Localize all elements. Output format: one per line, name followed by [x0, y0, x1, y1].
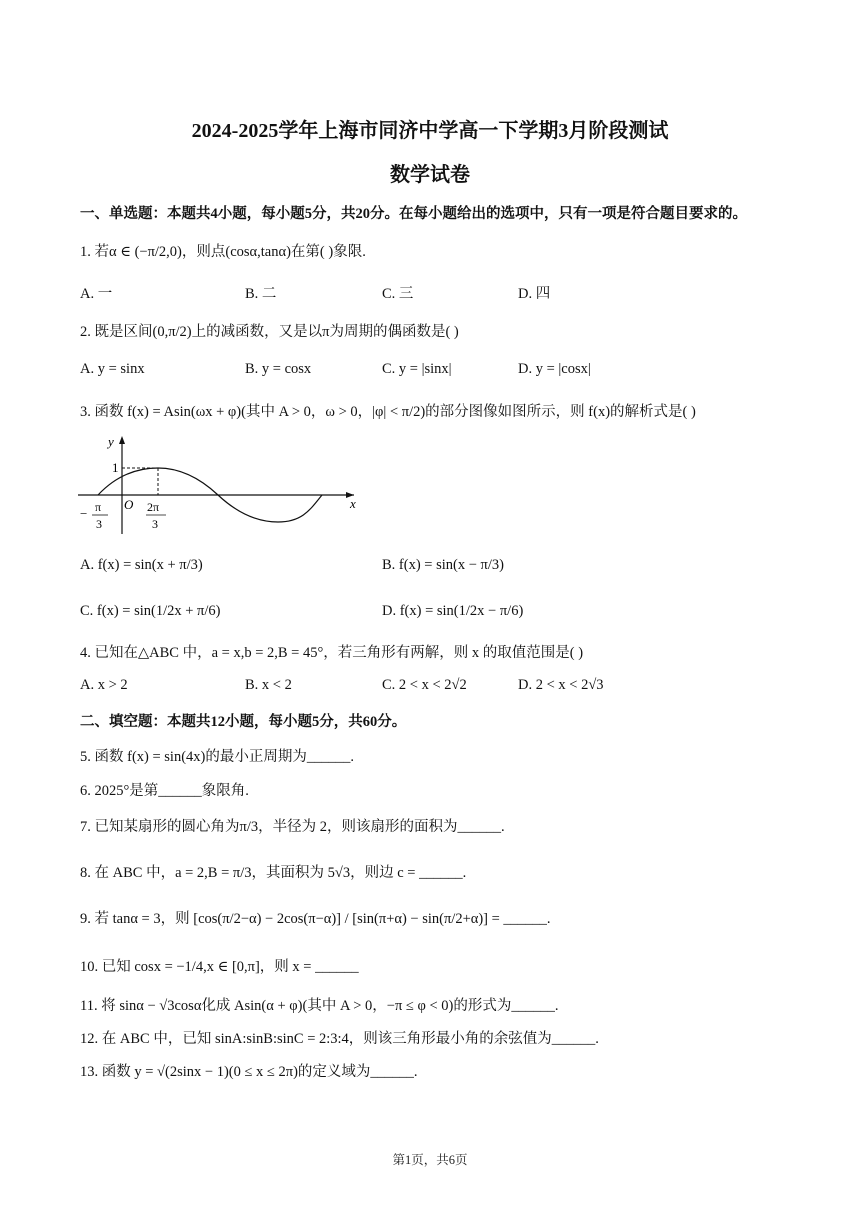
q4-option-a: A. x > 2: [80, 677, 128, 693]
q3-option-c: C. f(x) = sin(1/2x + π/6): [80, 603, 221, 619]
left-tick-num: π: [95, 500, 102, 514]
q2-option-b: B. y = cosx: [245, 361, 312, 377]
q7: 7. 已知某扇形的圆心角为π/3，半径为 2，则该扇形的面积为______.: [80, 819, 505, 835]
q3-option-a: A. f(x) = sin(x + π/3): [80, 557, 203, 573]
q2-option-d: D. y = |cosx|: [518, 361, 591, 377]
one-label: 1: [112, 460, 119, 475]
q1-option-d: D. 四: [518, 286, 551, 302]
q10: 10. 已知 cosx = −1/4,x ∈ [0,π]，则 x = ______: [80, 959, 359, 975]
q1-stem: 1. 若α ∈ (−π/2,0)，则点(cosα,tanα)在第( )象限.: [80, 244, 366, 260]
q5: 5. 函数 f(x) = sin(4x)的最小正周期为______.: [80, 749, 354, 765]
q3-stem: 3. 函数 f(x) = Asin(ωx + φ)(其中 A > 0，ω > 0，|φ| < π/2)的部分图像如图所示，则 f(x)的解析式是( ): [80, 404, 696, 420]
q2-stem: 2. 既是区间(0,π/2)上的减函数，又是以π为周期的偶函数是( ): [80, 324, 459, 340]
q4-stem: 4. 已知在△ABC 中，a = x,b = 2,B = 45°，若三角形有两解，则 x 的取值范围是( ): [80, 645, 584, 661]
y-axis-label: y: [108, 434, 114, 449]
right-tick-den: 3: [152, 517, 158, 531]
q6: 6. 2025°是第______象限角.: [80, 783, 249, 799]
q11: 11. 将 sinα − √3cosα化成 Asin(α + φ)(其中 A > 0，−π ≤ φ < 0)的形式为______.: [80, 998, 559, 1014]
q8: 8. 在 ABC 中，a = 2,B = π/3，其面积为 5√3，则边 c = ______.: [80, 865, 467, 881]
q13: 13. 函数 y = √(2sinx − 1)(0 ≤ x ≤ 2π)的定义域为______.: [80, 1064, 418, 1080]
q3-option-d: D. f(x) = sin(1/2x − π/6): [382, 603, 524, 619]
q4-option-b: B. x < 2: [245, 677, 292, 693]
page-subtitle: 数学试卷: [390, 164, 470, 186]
q9: 9. 若 tanα = 3，则 [cos(π/2−α) − 2cos(π−α)] / [sin(π+α) − sin(π/2+α)] = ______.: [80, 911, 551, 927]
q4-option-d: D. 2 < x < 2√3: [518, 677, 604, 693]
x-axis-label: x: [350, 496, 356, 511]
left-tick-den: 3: [96, 517, 102, 531]
page-title: 2024-2025学年上海市同济中学高一下学期3月阶段测试: [191, 120, 669, 142]
q12: 12. 在 ABC 中，已知 sinA:sinB:sinC = 2:3:4，则该三角形最小角的余弦值为______.: [80, 1031, 599, 1047]
q1-option-c: C. 三: [382, 286, 414, 302]
section1-header: 一、单选题：本题共4小题，每小题5分，共20分。在每小题给出的选项中，只有一项是符合题目要求的。: [80, 206, 747, 222]
y-axis-arrow: [119, 436, 125, 444]
left-tick-sign: −: [80, 506, 88, 521]
q2-option-c: C. y = |sinx|: [382, 361, 452, 377]
q1-option-a: A. 一: [80, 286, 113, 302]
origin-label: O: [124, 497, 134, 512]
q1-option-b: B. 二: [245, 286, 277, 302]
q2-option-a: A. y = sinx: [80, 361, 145, 377]
q4-option-c: C. 2 < x < 2√2: [382, 677, 467, 693]
right-tick-num: 2π: [147, 500, 160, 514]
page-footer: 第1页，共6页: [392, 1153, 468, 1167]
section2-header: 二、填空题：本题共12小题，每小题5分，共60分。: [80, 714, 407, 730]
q3-sine-graph: [74, 432, 364, 542]
q3-option-b: B. f(x) = sin(x − π/3): [382, 557, 504, 573]
